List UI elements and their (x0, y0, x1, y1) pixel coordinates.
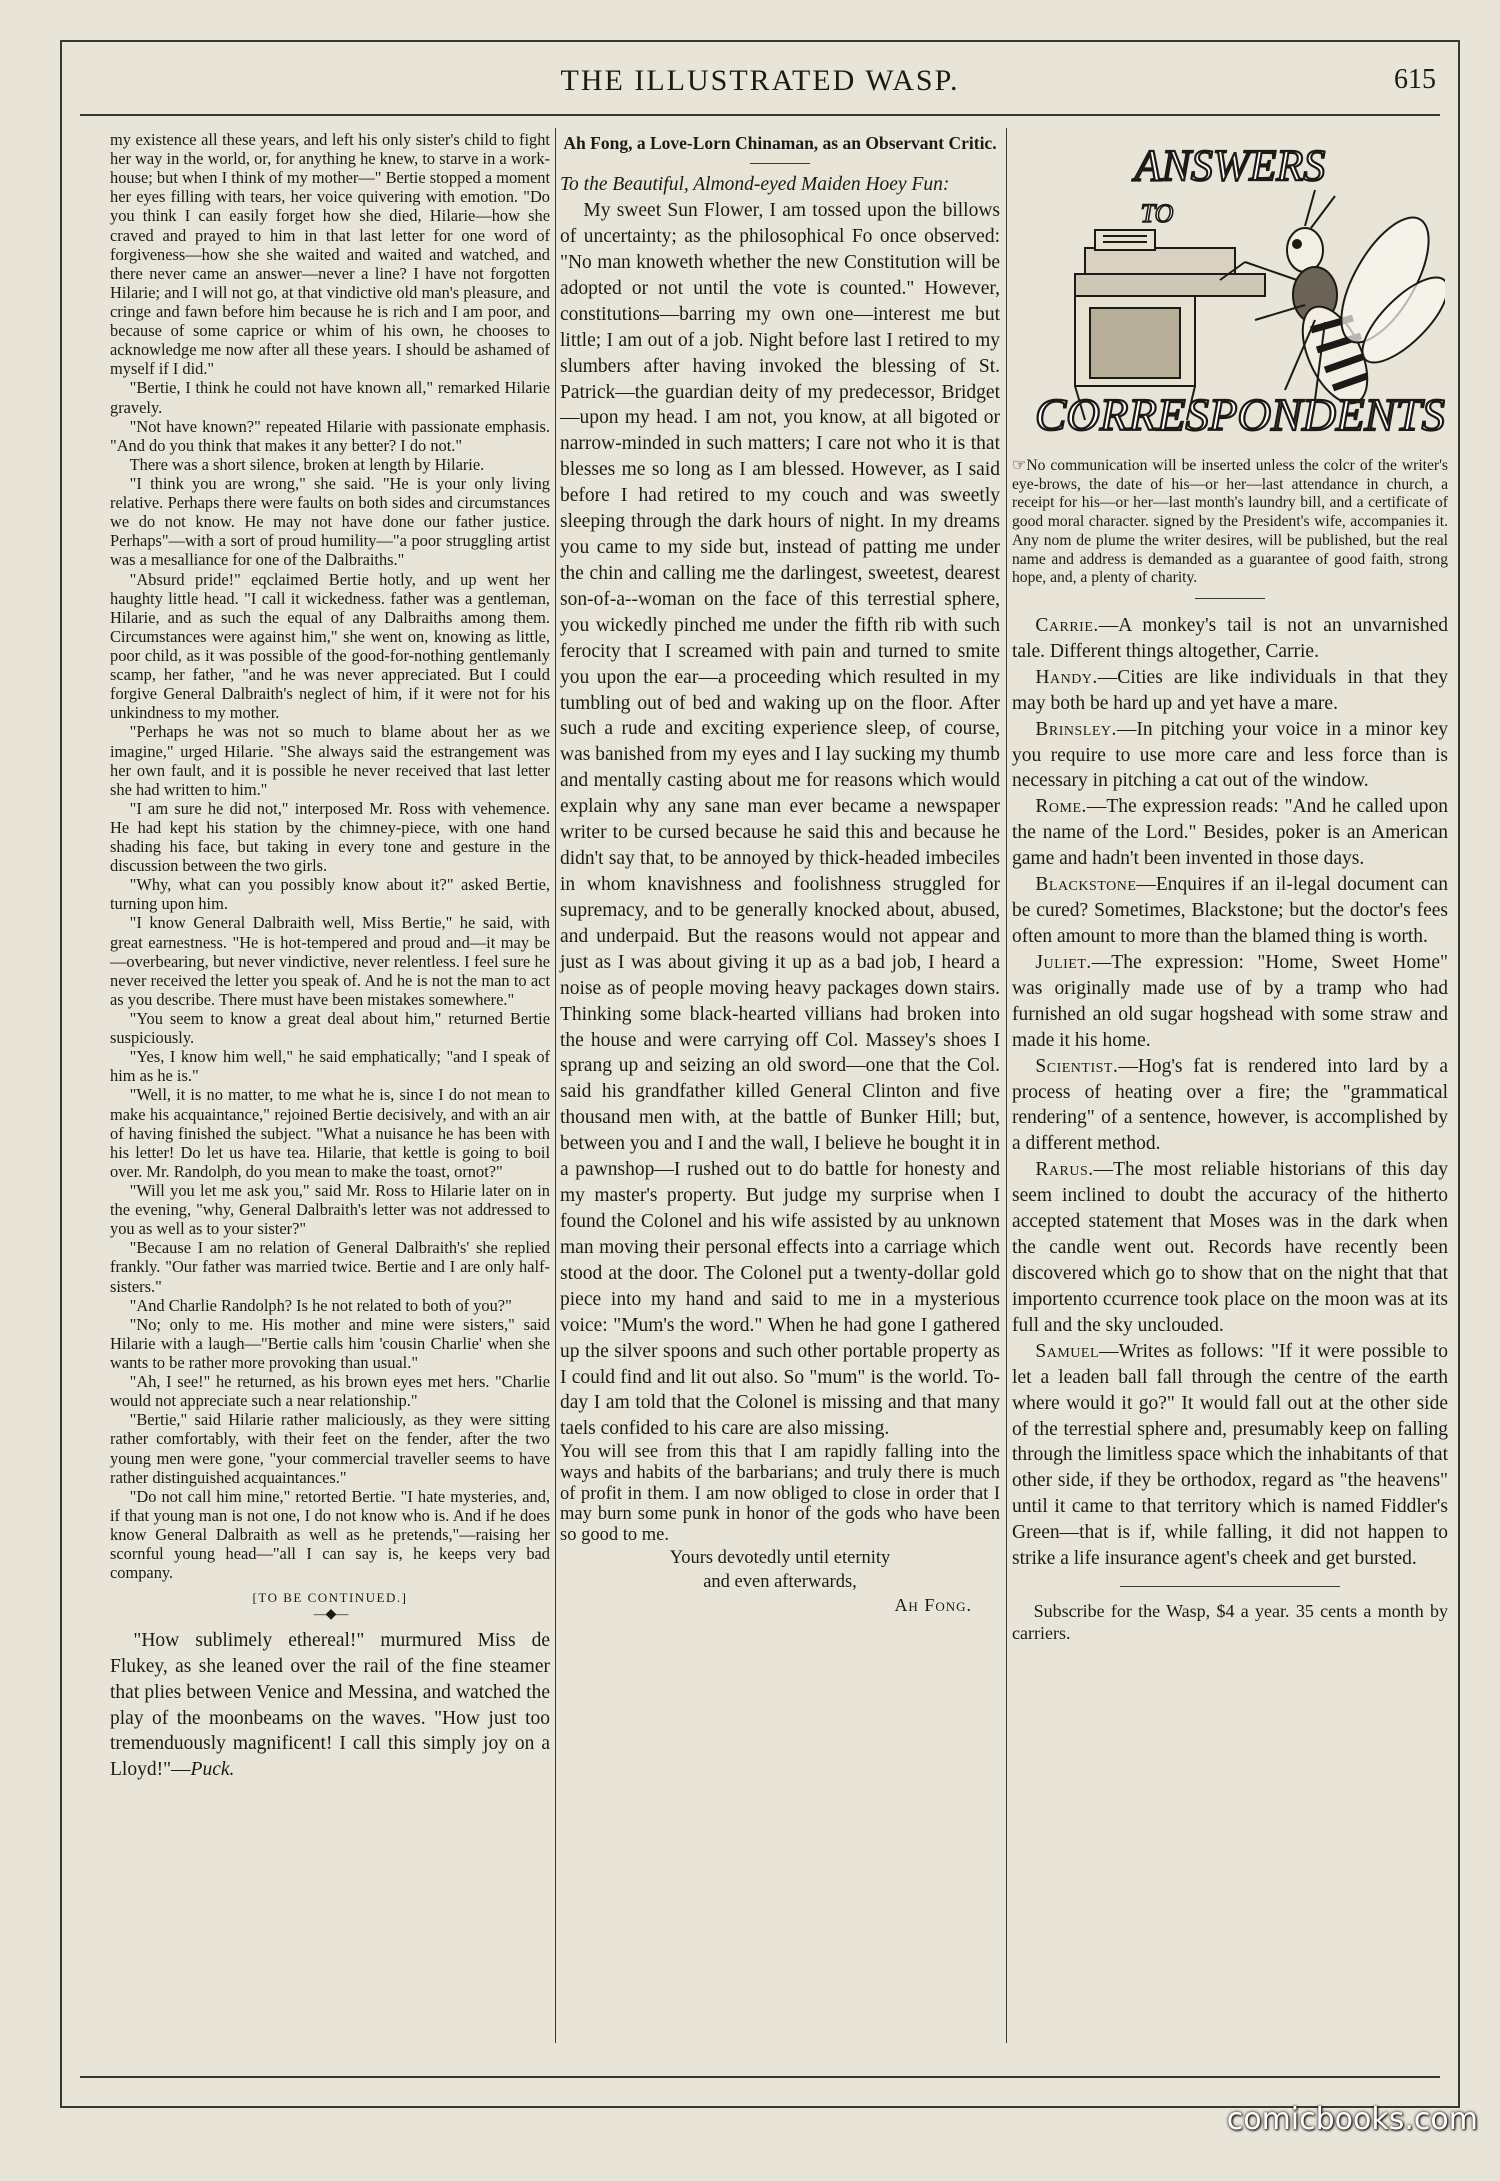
story-paragraph: "Why, what can you possibly know about it?" asked Bertie, turning upon him. (110, 875, 550, 914)
answer-item (1012, 1054, 1448, 1158)
watermark-logo: comicbooks.com (1226, 2102, 1478, 2137)
editorial-notice (1012, 456, 1448, 588)
story-paragraph: "Ah, I see!" he returned, as his brown eyes met hers. "Charlie would not appreciate such a near relationship." (110, 1372, 550, 1411)
letter-column (560, 130, 1000, 1618)
answer-text: —Enquires if an il-legal document can be cured? Sometimes, Blackstone; but the doctor's fees often amount to more than the blamed thing is worth. (1012, 874, 1448, 947)
notice-rule (1195, 598, 1265, 599)
answer-name: Brinsley. (1035, 718, 1117, 740)
story-paragraph: "Will you let me ask you," said Mr. Ross to Hilarie later on in the evening, "why, General Dalbraith's letter was not addressed to you as well as to your sister?" (110, 1181, 550, 1239)
story-paragraph: "You seem to know a great deal about him," returned Bertie suspiciously. (110, 1009, 550, 1048)
story-paragraph: "I think you are wrong," she said. "He is your only living relative. Perhaps there were faults on both sides and circumstances we do not know. He may not have done our father justice. Perhaps"—with a sort of proud humility—"a poor struggling artist was a mesalliance for one of the Dalbraiths." (110, 473, 550, 570)
title-correspondents: CORRESPONDENTS (1035, 389, 1445, 440)
pointing-hand-icon: ☞ (1012, 457, 1027, 474)
masthead: THE ILLUSTRATED WASP. (560, 64, 960, 97)
answers-column (1012, 130, 1448, 1644)
subscribe-notice: Subscribe for the Wasp, $4 a year. 35 cents a month by carriers. (1012, 1601, 1448, 1643)
letter-closing (560, 1546, 1000, 1594)
answer-name: Samuel (1035, 1340, 1100, 1362)
title-answers: ANSWERS (1134, 141, 1326, 190)
letter-signature: Ah Fong. (894, 1594, 972, 1615)
story-paragraph: "No; only to me. His mother and mine were sisters," said Hilarie with a laugh—"Bertie calls him 'cousin Charlie' when she wants to be rather more provoking than usual." (110, 1314, 550, 1372)
article-headline: Ah Fong, a Love-Lorn Chinaman, as an Observant Critic. (563, 133, 997, 153)
answer-item (1012, 613, 1448, 665)
puck-item (110, 1628, 550, 1784)
wasp-at-desk-illustration (1015, 130, 1445, 448)
story-paragraph: "I know General Dalbraith well, Miss Bertie," he said, with great earnestness. "He is hot-tempered and proud and—it may be—overbearing, but never vindictive, never relentless. I feel sure he never received the letter you speak of. And he is not the man to act as you describe. There must have been mistakes somewhere." (110, 913, 550, 1009)
answer-text: —The expression reads: "And he called upon the name of the Lord." Besides, poker is an American game and hadn't been invented in those days. (1012, 796, 1448, 870)
answer-text: —The expression: "Home, Sweet Home" was originally made use of by a tramp who had furnished an old sugar hogshead with some straw and made it his home. (1012, 951, 1448, 1051)
story-paragraph: "Absurd pride!" eqclaimed Bertie hotly, and up went her haughty little head. "I call it wickedness. father was a gentleman, Hilarie, and as such the equal of any Dalbraiths among them. Circumstances were against him," she went on, knowing as little, poor child, as it was possible of the good-for-nothing gentlemanly scamp, her father, "and he was never appreciated. But I could forgive General Dalbraith's neglect of him, if it were not for his unkindness to my mother. (110, 569, 550, 723)
answer-name: Blackstone (1035, 874, 1137, 896)
answer-text: —Writes as follows: "If it were possible to let a leaden ball fall through the centre of the earth where would it go?" It would fall out at the other side of the terrestial sphere and, presumably keep on falling through the limitless space which the inhabitants of that other side, if they be orthodox, regard as "the heavens" until it came to that territory which is named Fiddler's Green—that is if, while falling, it did not happen to strike a life insurance agent's cheek and get bursted. (1012, 1340, 1448, 1570)
answer-item (1012, 950, 1448, 1054)
answer-item (1012, 794, 1448, 872)
answer-name: Carrie. (1035, 614, 1099, 636)
to-be-continued: [TO BE CONTINUED.] (252, 1590, 408, 1606)
answer-item (1012, 1157, 1448, 1338)
answer-name: Handy. (1035, 666, 1098, 688)
story-paragraph: There was a short silence, broken at length by Hilarie. (129, 454, 485, 474)
answer-name: Rarus. (1035, 1159, 1094, 1181)
story-paragraph: "Yes, I know him well," he said emphatically; "and I speak of him as he is." (110, 1047, 550, 1086)
story-paragraph: "And Charlie Randolph? Is he not related to both of you?" (129, 1295, 512, 1315)
story-paragraph: "Bertie, I think he could not have known all," remarked Hilarie gravely. (110, 378, 550, 417)
headline-rule (750, 163, 810, 164)
bottom-rule (80, 2076, 1440, 2078)
column-rule-left (555, 128, 556, 2043)
story-paragraph: "Perhaps he was not so much to blame about her as we imagine," urged Hilarie. "She always said the estrangement was her own fault, and it is possible he never received that last letter she had written to him." (110, 722, 550, 799)
answer-item (1012, 1339, 1448, 1572)
ornament-divider: —◆— (313, 1607, 347, 1623)
letter-body-continued: You will see from this that I am rapidly falling into the ways and habits of the barbarians; and truly there is much of profit in them. I am now obliged to close in order that I may burn some punk in honor of the gods who have been so good to me. (560, 1442, 1000, 1546)
closing-line-2: and even afterwards, (703, 1571, 857, 1592)
subscribe-rule (1120, 1586, 1340, 1587)
answer-text: —Hog's fat is rendered into lard by a process of heating over a fire; the "grammatical rendering" of a sentence, however, is accomplished by a different method. (1012, 1055, 1448, 1155)
letter-body: My sweet Sun Flower, I am tossed upon the billows of uncertainty; as the philosophical Fo once observed: "No man knoweth whether the new Constitution will be adopted or not until the vote is counted." However, constitutions—barring my own one—interest me but little; I am out of a job. Night before last I retired to my slumbers after having invoked the blessing of St. Patrick—the guardian deity of my predecessor, Bridget—upon my head. I am not, you know, at all bigoted or narrow-minded in such matters; I care not who it is that blesses me so long as I am blessed. However, as I said before I had retired to my couch and was sweetly sleeping through the dark hours of night. In my dreams you came to my side but, instead of patting me under the chin and calling me the darlingest, sweetest, dearest son-of-a--woman on the face of this terrestial sphere, you wickedly pinched me under the fifth rib with such ferocity that I screamed with pain and turned to smite you upon the ear—a proceeding which resulted in my tumbling out of bed and waking up on the floor. After such a rude and exciting experience sleep, of course, was banished from my eyes and I lay sucking my thumb and mentally casting about me for reasons which would explain why any sane man ever became a newspaper writer to be cursed because he said this and because he didn't say that, to be annoyed by thick-headed imbeciles in whom knavishness and foolishness struggled for supremacy, and to be generally knocked about, abused, and underpaid. But the reasons would not appear and just as I was about giving it up as a bad job, I heard a noise as of people moving heavy packages down stairs. Thinking some black-hearted villians had broken into the house and were carrying off Col. Massey's shoes I sprang up and seizing an old sword—one that the Col. said his grandfather killed General Clinton and five thousand men with, at the battle of Bunker Hill; but, between you and I and the wall, I believe he bought it in a pawnshop—I rushed out to do battle for honesty and my master's property. But judge my surprise when I found the Colonel and his wife assisted by au unknown man moving their personal effects into a carriage which stood at the door. The Colonel put a twenty-dollar gold piece into my hand and said to me in a mysterious voice: "Mum's the word." When he had gone I gathered up the silver spoons and such other portable property as I could find and lit out also. So "mum" is the world. To-day I am told that the Colonel is missing and that many taels confided to his care are also missing. (560, 200, 1000, 1440)
title-to: TO (1140, 199, 1174, 228)
story-paragraph: my existence all these years, and left his only sister's child to fight her way in the world, or, for anything he knew, to starve in a work-house; but when I think of my mother—" Bertie stopped a moment her eyes filling with tears, her voice quivering with emotion. "Do you think I can easily forget how she died, Hilarie—how she craved and prayed to him in that last letter for one word of forgiveness—how she she waited and waited and watched, and there never came an answer—never a line? I have not forgotten Hilarie; and I will not go, at that vindictive old man's pleasure, and cringe and fawn before him because he is rich and I am poor, and because of some caprice or whim of his own, he chooses to acknowledge me now after all these years. I should be ashamed of myself if I did." (110, 130, 550, 379)
story-column (110, 130, 550, 1783)
answer-text: —The most reliable historians of this day seem inclined to doubt the accuracy of the hitherto accepted statement that Moses was in the dark when the candle went out. Records have recently been discovered which go to show that on the night that that importento ccurrence took place on the moon was at its full and the sky unclouded. (1012, 1159, 1448, 1336)
answer-text: —Cities are like individuals in that they may both be hard up and yet have a mare. (1012, 666, 1448, 714)
story-paragraph: "Because I am no relation of General Dalbraith's' she replied frankly. "Our father was married twice. Bertie and I are only half-sisters." (110, 1238, 550, 1296)
answer-text: —A monkey's tail is not an unvarnished tale. Different things altogether, Carrie. (1012, 614, 1448, 662)
wasp-icon (1220, 190, 1445, 413)
closing-line-1: Yours devotedly until eternity (669, 1547, 891, 1568)
page-number: 615 (1394, 64, 1436, 95)
answer-name: Scientist. (1035, 1055, 1119, 1077)
answer-item (1012, 872, 1448, 950)
answer-text: —In pitching your voice in a minor key you require to use more care and less force than is necessary in pitching a cat out of the window. (1012, 718, 1448, 792)
column-rule-right (1006, 128, 1007, 2043)
page-header (80, 62, 1440, 116)
puck-source: Puck. (190, 1759, 235, 1781)
story-paragraph: "Do not call him mine," retorted Bertie. "I hate mysteries, and, if that young man is not one, I do not know who is. And if he does know General Dalbraith as well as he pretends,"—raising her scornful young head—"all I can say is, he keeps very bad company. (110, 1486, 550, 1583)
story-paragraph: "Well, it is no matter, to me what he is, since I do not mean to make his acquaintance," rejoined Bertie decisively, and with an air of having finished the subject. "What a nuisance he has been with his letter! Do let us have tea. Hilarie, that kettle is going to boil over. Mr. Randolph, do you mean to make the toast, ornot?" (110, 1085, 550, 1181)
answer-name: Rome. (1035, 796, 1087, 818)
answer-item (1012, 717, 1448, 795)
answer-name: Juliet. (1035, 951, 1092, 973)
story-paragraph: "Not have known?" repeated Hilarie with passionate emphasis. "And do you think that makes it any better? I do not." (110, 416, 550, 455)
letter-salutation: To the Beautiful, Almond-eyed Maiden Hoey Fun: (560, 174, 950, 196)
story-paragraph: "Bertie," said Hilarie rather maliciously, as they were sitting rather comfortably, with their feet on the fender, after the two young men were gone, "your commercial traveller seems to have rather distinguished acquaintances." (110, 1410, 550, 1487)
answer-item (1012, 665, 1448, 717)
notice-text: No communication will be inserted unless the colcr of the writer's eye-brows, the date of his—or her—last attendance in church, a receipt for his—or her—last month's laundry bill, and a certificate of good moral character. signed by the President's wife, accompanies it. Any nom de plume the writer desires, will be published, but the real name and address is demanded as a guarantee of good faith, strong hope, and, a plenty of charity. (1012, 457, 1448, 587)
puck-text: "How sublimely ethereal!" murmured Miss de Flukey, as she leaned over the rail of the fine steamer that plies between Venice and Messina, and watched the play of the moonbeams on the waves. "How just too tremenduously magnificent! I call this simply joy on a Lloyd!"— (110, 1629, 550, 1781)
story-paragraph: "I am sure he did not," interposed Mr. Ross with vehemence. He had kept his station by the chimney-piece, with one hand shading his face, but taking in every tone and gesture in the discussion between the two girls. (110, 798, 550, 876)
answers-illustration (1015, 130, 1445, 448)
